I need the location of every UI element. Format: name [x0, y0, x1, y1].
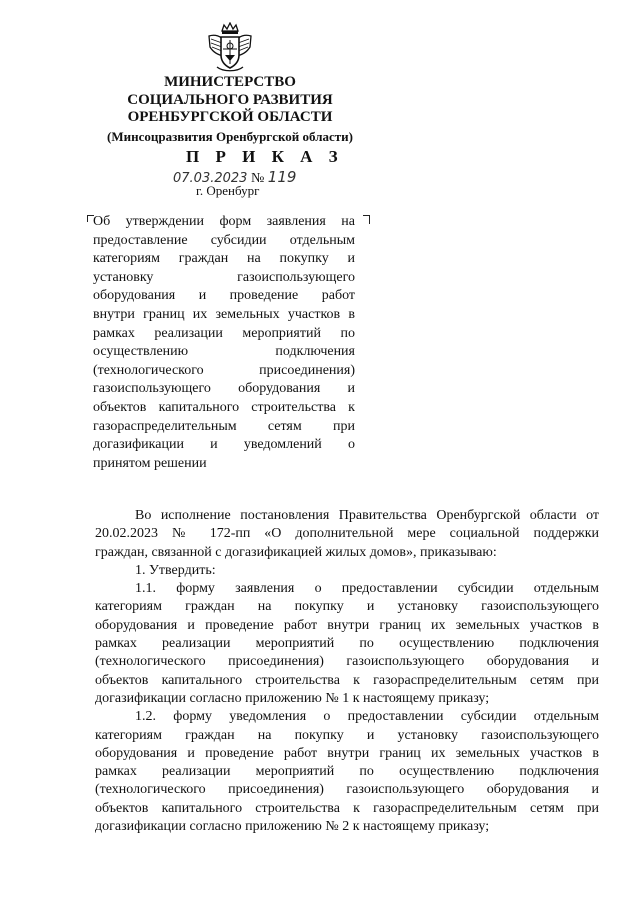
order-date: 07.03.2023	[173, 171, 248, 186]
order-number: 119	[267, 168, 297, 186]
ministry-name-line: СОЦИАЛЬНОГО РАЗВИТИЯ	[127, 91, 333, 108]
body-line: рамках реализации мероприятий по осуществлению подключения	[95, 636, 599, 652]
body-line: догазификации согласно приложению № 1 к настоящему приказу;	[95, 690, 490, 706]
body-line: 1. Утвердить:	[135, 562, 216, 578]
body-line: Во исполнение постановления Правительства Оренбургской области от	[135, 508, 599, 523]
subject-bracket-left	[87, 215, 94, 222]
body-line: оборудования и проведение работ внутри границ их земельных участков в	[95, 617, 599, 633]
subject-line: предоставление субсидии отдельным	[93, 232, 355, 248]
order-city: г. Оренбург	[196, 183, 260, 198]
body-line: 20.02.2023 № 172-пп «О дополнительной мере социальной поддержки	[95, 526, 599, 542]
subject-line: рамках реализации мероприятий по	[93, 325, 355, 341]
body-line: 1.2. форму уведомления о предоставлении субсидии отдельным	[135, 709, 599, 725]
subject-line: принятом решении	[93, 455, 207, 471]
subject-line: осуществлению подключения	[93, 344, 355, 360]
subject-bracket-right	[363, 215, 370, 224]
ministry-name-line: МИНИСТЕРСТВО	[164, 74, 296, 90]
body-line: категориям граждан на покупку и установку газоиспользующего	[95, 599, 599, 615]
ministry-header	[90, 74, 370, 145]
subject-line: установку газоиспользующего	[93, 269, 355, 285]
subject-line: внутри границ их земельных участков в	[93, 306, 355, 322]
subject-line: категориям граждан на покупку и	[93, 251, 355, 267]
ministry-abbreviation: (Минсоцразвития Оренбургской области)	[107, 128, 353, 144]
subject-line: догазификации и уведомлений о	[93, 437, 355, 453]
subject-line: Об утверждении форм заявления на	[93, 214, 355, 229]
body-line: (технологического присоединения) газоиспользующего оборудования и	[95, 782, 599, 798]
body-line: категориям граждан на покупку и установку газоиспользующего	[95, 727, 599, 743]
body-line: объектов капитального строительства к газораспределительным сетям при	[95, 800, 599, 816]
number-sign: №	[250, 171, 265, 186]
subject-line: оборудования и проведение работ	[93, 288, 355, 304]
body-line: (технологического присоединения) газоиспользующего оборудования и	[95, 654, 599, 670]
subject-line: газораспределительным сетям при	[93, 418, 355, 434]
subject-line: (технологического присоединения)	[93, 362, 355, 378]
body-line: оборудования и проведение работ внутри границ их земельных участков в	[95, 745, 599, 761]
order-title: П Р И К А З	[186, 147, 344, 166]
ministry-name-line: ОРЕНБУРГСКОЙ ОБЛАСТИ	[127, 109, 333, 125]
order-body	[95, 507, 599, 836]
body-line: 1.1. форму заявления о предоставлении субсидии отдельным	[135, 581, 599, 597]
body-line: догазификации согласно приложению № 2 к настоящему приказу;	[95, 819, 490, 835]
subject-line: газоиспользующего оборудования и	[93, 381, 355, 397]
body-line: граждан, связанной с догазификацией жилых домов», приказываю:	[95, 544, 497, 560]
order-subject	[93, 213, 355, 473]
subject-line: объектов капитального строительства к	[93, 399, 355, 415]
body-line: рамках реализации мероприятий по осуществлению подключения	[95, 764, 599, 780]
body-line: объектов капитального строительства к газораспределительным сетям при	[95, 672, 599, 688]
coat-of-arms-emblem	[205, 22, 255, 74]
